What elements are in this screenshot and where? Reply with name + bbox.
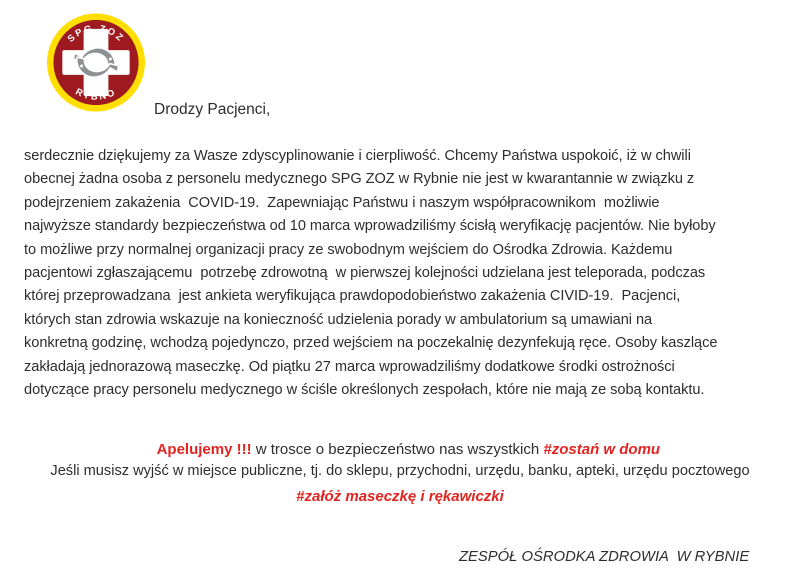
greeting: Drodzy Pacjenci, bbox=[154, 101, 271, 118]
body-line: której przeprowadzana jest ankieta weryfikująca prawdopodobieństwo zakażenia CIVID-19. Pacjenci, bbox=[24, 288, 681, 305]
spg-zoz-rybno-logo bbox=[44, 13, 148, 112]
appeal-lead: Apelujemy !!! bbox=[156, 441, 252, 458]
stay-home-hashtag: #zostań w domu bbox=[543, 441, 661, 458]
body-line: serdecznie dziękujemy za Wasze zdyscyplinowanie i cierpliwość. Chcemy Państwa uspokoić, iż w chwili bbox=[24, 148, 691, 164]
fish-eye bbox=[109, 58, 112, 61]
signature: ZESPÓŁ OŚRODKA ZDROWIA W RYBNIE bbox=[459, 549, 750, 565]
body-line: najwyższe standardy bezpieczeństwa od 10 marca wprowadziliśmy ścisłą weryfikację pacjentów. Nie byłoby bbox=[24, 218, 716, 235]
body-line: zakładają jednorazową maseczkę. Od piątku 27 marca wprowadziliśmy dodatkowe środki ostrożności bbox=[24, 358, 675, 375]
body-line: pacjentowi zgłaszającemu potrzebę zdrowotną w pierwszej kolejności udzielana jest teleporada, podczas bbox=[24, 265, 706, 282]
logo-arc-bottom-text: RYBNO bbox=[73, 85, 119, 102]
body-line: to możliwe przy normalnej organizacji pracy ze swobodnym wejściem do Ośrodka Zdrowia. Każdemu bbox=[24, 241, 673, 258]
body-line: konkretną godzinę, wchodzą pojedynczo, przed wejściem na poczekalnię dezynfekują ręce. Osoby kaszlące bbox=[24, 335, 718, 352]
public-notice: Jeśli musisz wyjść w miejsce publiczne, tj. do sklepu, przychodni, urzędu, banku, apteki, urzędu pocztowego bbox=[50, 463, 750, 479]
mask-gloves-hashtag: #załóż maseczkę i rękawiczki bbox=[296, 488, 504, 505]
logo-arc-top-text: SPG ZOZ bbox=[64, 22, 128, 44]
fish-eye bbox=[80, 64, 83, 67]
body-line: których stan zdrowia wskazuje na konieczność udzielenia porady w ambulatorium są umawiani na bbox=[24, 311, 653, 328]
appeal-middle: w trosce o bezpieczeństwo nas wszystkich bbox=[251, 441, 544, 458]
body-line: podejrzeniem zakażenia COVID-19. Zapewniając Państwu i naszym współpracownikom możliwie bbox=[24, 194, 660, 211]
body-paragraph bbox=[24, 145, 794, 402]
body-line: obecnej żadna osoba z personelu medycznego SPG ZOZ w Rybnie nie jest w kwarantannie w związku z bbox=[24, 171, 695, 188]
body-line: dotyczące pracy personelu medycznego w ściśle określonych zespołach, które nie mają ze sobą kontaktu. bbox=[24, 382, 705, 399]
